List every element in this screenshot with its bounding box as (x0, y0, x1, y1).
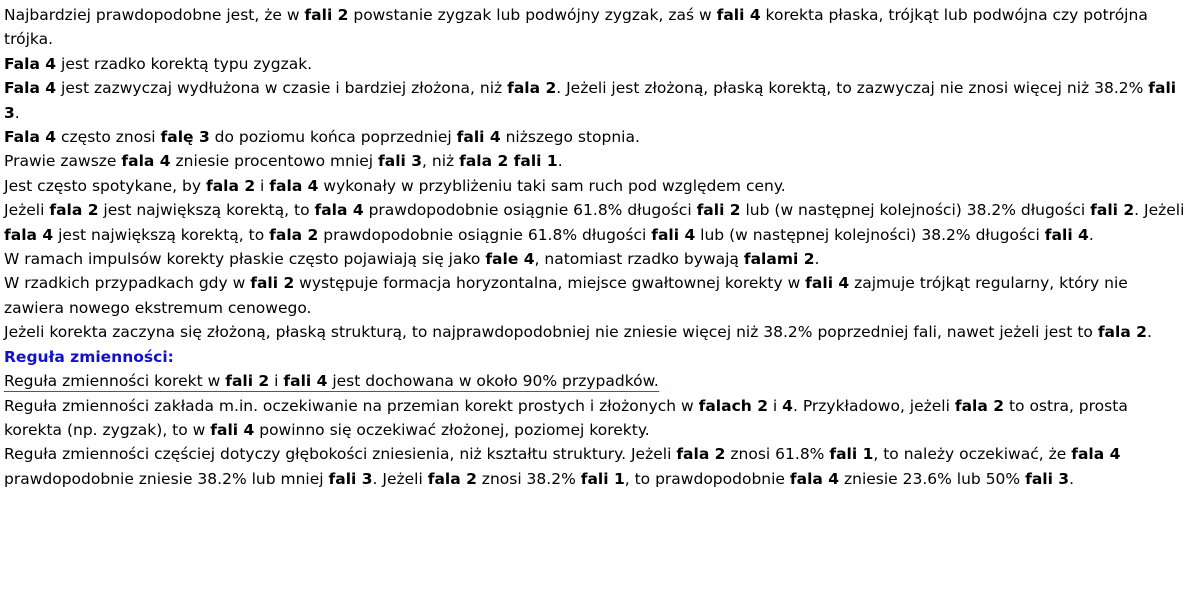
bold-text: fala 2 (1097, 323, 1147, 342)
text-run: korekta płaska, trójkąt lub podwójna czy potrójna trójka. (4, 6, 1148, 49)
text-run: do poziomu końca poprzedniej (209, 128, 457, 147)
bold-text: fali 2 (1090, 201, 1135, 220)
bold-text: falach 2 (698, 396, 768, 415)
paragraph (4, 174, 1188, 198)
text-run: jest zazwyczaj wydłużona w czasie i bardziej złożona, niż (56, 79, 508, 98)
text-run: Reguła zmienności częściej dotyczy głębokości zniesienia, niż kształtu struktury. Jeżeli (4, 445, 677, 464)
section-heading (4, 345, 1188, 369)
text-run: , to prawdopodobnie (624, 469, 790, 488)
text-run: lub (w następnej kolejności) 38.2% długości (695, 225, 1045, 244)
bold-text: fali 4 (805, 274, 850, 293)
text-run: Jeżeli (4, 201, 50, 220)
paragraph (4, 76, 1188, 125)
bold-text: fali 1 (829, 445, 874, 464)
paragraph (4, 198, 1188, 247)
text-run: i (269, 372, 284, 391)
paragraph (4, 52, 1188, 76)
text-run: zniesie procentowo mniej (170, 152, 379, 171)
text-run: występuje formacja horyzontalna, miejsce gwałtownej korekty w (294, 274, 806, 293)
bold-text: fali 2 (304, 6, 349, 24)
text-run: . (1069, 469, 1075, 488)
red-underline-span (4, 372, 659, 391)
text-run: i (768, 396, 783, 415)
bold-text: Fala 4 (4, 128, 57, 147)
text-run: Prawie zawsze (4, 152, 122, 171)
bold-text: fali 3 (378, 152, 423, 171)
text-run: . (814, 250, 820, 269)
text-run: , natomiast rzadko bywają (534, 250, 744, 269)
bold-text: 4 (782, 396, 793, 415)
text-run: . (1146, 323, 1152, 342)
text-run: Jest często spotykane, by (4, 176, 206, 195)
text-run: to ostra, prosta korekta (np. zygzak), to w (4, 396, 1128, 439)
text-run: stopnia. (572, 128, 640, 147)
bold-text: fala 2 (205, 176, 256, 195)
bold-text: fala 2 (269, 225, 319, 244)
bold-text: fala 4 (1071, 445, 1121, 464)
bold-text: fali 3 (328, 469, 373, 488)
text-run: zajmuje trójkąt regularny, który nie zawiera nowego ekstremum cenowego. (4, 274, 1128, 317)
bold-text: fala 2 (507, 79, 557, 98)
bold-text: fali 2 (225, 372, 270, 391)
paragraph (4, 149, 1188, 173)
bold-text: fala 4 (4, 225, 54, 244)
bold-text: fali 4 (283, 372, 328, 391)
red-underline-span (4, 128, 573, 147)
text-run: . Jeżeli (372, 469, 428, 488)
bold-text: fali 4 (651, 225, 696, 244)
paragraph (4, 271, 1188, 320)
text-run: jest największą korektą, to (98, 201, 315, 220)
text-run: niższego (500, 128, 573, 147)
bold-text: Reguła zmienności: (4, 347, 174, 366)
bold-text: fala 2 (954, 396, 1005, 415)
text-run: i (255, 176, 270, 195)
bold-text: fala 4 (314, 201, 364, 220)
text-run: lub (w następnej kolejności) 38.2% długości (740, 201, 1091, 220)
bold-text: Fala 4 (4, 54, 57, 73)
text-run: Jeżeli korekta zaczyna się złożoną, płaską strukturą, to najprawdopodobniej nie zniesie więcej niż 38.2% poprzedniej fali, nawet jeżeli jest to (4, 323, 1098, 342)
bold-text: fali 4 (456, 128, 501, 147)
bold-text: fali 4 (716, 6, 761, 24)
bold-text: fala 2 fali 1 (459, 152, 558, 171)
text-run: . (1088, 225, 1094, 244)
text-run: powinno się oczekiwać złożonej, poziomej korekty. (254, 420, 650, 439)
text-run: , to należy oczekiwać, że (873, 445, 1072, 464)
text-run: wykonały w przybliżeniu taki sam ruch pod względem ceny. (318, 176, 786, 195)
bold-text: fali 3 (1025, 469, 1070, 488)
text-run: , niż (422, 152, 460, 171)
bold-text: fali 3 (4, 79, 1177, 122)
text-run: często znosi (56, 128, 161, 147)
red-underline-span (4, 55, 312, 74)
bold-text: fala 4 (789, 469, 840, 488)
text-run: prawdopodobnie osiągnie 61.8% długości (318, 225, 652, 244)
text-run: jest rzadko korektą typu zygzak. (56, 54, 313, 73)
paragraph (4, 3, 1188, 52)
bold-text: falami 2 (743, 250, 815, 269)
text-run: jest dochowana w około 90% przypadków. (327, 372, 659, 391)
paragraph (4, 125, 1188, 149)
red-underline-span (4, 79, 1176, 122)
paragraph (4, 247, 1188, 271)
bold-text: fala 2 (427, 469, 477, 488)
text-run: Reguła zmienności zakłada m.in. oczekiwanie na przemian korekt prostych i złożonych w (4, 396, 699, 415)
bold-text: fala 4 (121, 152, 171, 171)
bold-text: fali 4 (1044, 225, 1089, 244)
bold-text: fali 1 (580, 469, 625, 488)
bold-text: fala 2 (49, 201, 99, 220)
bold-text: fala 2 (676, 445, 726, 464)
bold-text: fali 2 (250, 274, 295, 293)
paragraph (4, 442, 1188, 491)
bold-text: falę 3 (160, 128, 210, 147)
text-run: powstanie zygzak lub podwójny zygzak, zaś w (348, 6, 717, 24)
bold-text: fali 4 (210, 420, 255, 439)
bold-text: fala 4 (269, 176, 319, 195)
text-run: Reguła zmienności korekt w (4, 372, 226, 391)
text-run: . Jeżeli (1134, 201, 1185, 220)
text-run: . Jeżeli jest złożoną, płaską korektą, to zazwyczaj nie znosi więcej niż 38.2% (556, 79, 1149, 98)
text-run: W rzadkich przypadkach gdy w (4, 274, 251, 293)
paragraph (4, 320, 1188, 344)
text-run: jest największą korektą, to (53, 225, 270, 244)
bold-text: fale 4 (485, 250, 535, 269)
bold-text: fali 2 (696, 201, 741, 220)
paragraph (4, 394, 1188, 443)
text-run: . Przykładowo, jeżeli (792, 396, 955, 415)
paragraph (4, 369, 1188, 393)
bold-text: Fala 4 (4, 79, 57, 98)
text-run: Najbardziej prawdopodobne jest, że w (4, 6, 305, 24)
text-run: znosi 38.2% (476, 469, 581, 488)
text-run: zniesie 23.6% lub 50% (839, 469, 1026, 488)
text-run: . (14, 103, 20, 122)
text-run: prawdopodobnie osiągnie 61.8% długości (363, 201, 697, 220)
text-run: W ramach impulsów korekty płaskie często pojawiają się jako (4, 250, 486, 269)
text-run: prawdopodobnie zniesie 38.2% lub mniej (4, 469, 329, 488)
text-run: znosi 61.8% (725, 445, 830, 464)
text-run: . (557, 152, 563, 171)
